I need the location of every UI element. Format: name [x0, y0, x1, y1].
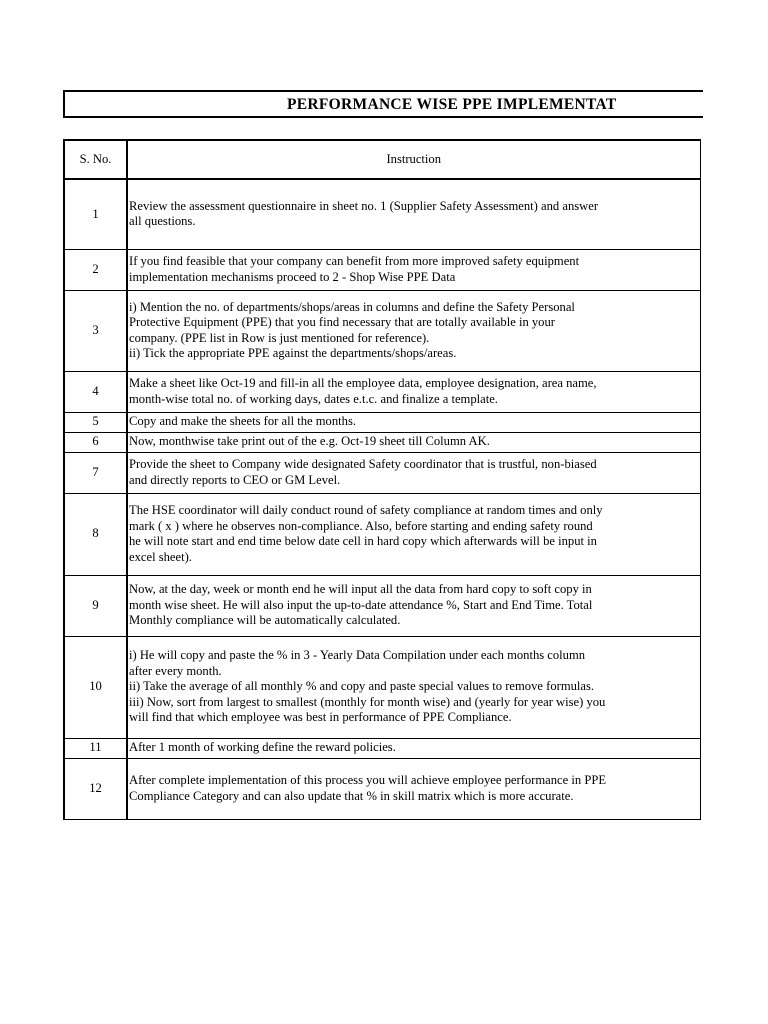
table-row: [64, 452, 700, 493]
table-row: [64, 371, 700, 412]
table-row: [64, 290, 700, 371]
row-instruction: If you find feasible that your company can benefit from more improved safety equipment implementation mechanisms proceed to 2 - Shop Wise PPE Data: [127, 249, 700, 290]
row-sno: 9: [64, 575, 127, 636]
table-row: [64, 412, 700, 432]
row-sno: 7: [64, 452, 127, 493]
header-instruction: Instruction: [127, 140, 700, 179]
row-sno: 6: [64, 432, 127, 452]
row-instruction: Make a sheet like Oct-19 and fill-in all the employee data, employee designation, area name, month-wise total no. of working days, dates e.t.c. and finalize a template.: [127, 371, 700, 412]
table-row: [64, 179, 700, 249]
row-sno: 8: [64, 493, 127, 575]
row-sno: 5: [64, 412, 127, 432]
row-sno: 4: [64, 371, 127, 412]
row-instruction: Provide the sheet to Company wide designated Safety coordinator that is trustful, non-biased and directly reports to CEO or GM Level.: [127, 452, 700, 493]
table-row: [64, 493, 700, 575]
row-sno: 11: [64, 738, 127, 758]
row-sno: 2: [64, 249, 127, 290]
table-row: [64, 249, 700, 290]
title-box: [63, 90, 703, 118]
row-instruction: i) Mention the no. of departments/shops/areas in columns and define the Safety Personal Protective Equipment (PPE) that you find necessary that are totally available in your company. (PPE list in Row is just mentioned for reference). ii) Tick the appropriate PPE against the departments/shops/areas.: [127, 290, 700, 371]
row-instruction: The HSE coordinator will daily conduct round of safety compliance at random times and only mark ( x ) where he observes non-compliance. Also, before starting and ending safety round he will note start and end time below date cell in hard copy which afterwards will be input in excel sheet).: [127, 493, 700, 575]
row-sno: 1: [64, 179, 127, 249]
instruction-table: [63, 139, 701, 820]
table-row: [64, 636, 700, 738]
row-sno: 3: [64, 290, 127, 371]
row-sno: 10: [64, 636, 127, 738]
header-sno: S. No.: [64, 140, 127, 179]
row-instruction: Copy and make the sheets for all the months.: [127, 412, 700, 432]
row-instruction: After 1 month of working define the reward policies.: [127, 738, 700, 758]
row-instruction: Review the assessment questionnaire in sheet no. 1 (Supplier Safety Assessment) and answer all questions.: [127, 179, 700, 249]
table-row: [64, 575, 700, 636]
row-instruction: After complete implementation of this process you will achieve employee performance in PPE Compliance Category and can also update that % in skill matrix which is more accurate.: [127, 758, 700, 819]
page-title: PERFORMANCE WISE PPE IMPLEMENTAT: [287, 96, 617, 113]
table-row: [64, 432, 700, 452]
table-row: [64, 758, 700, 819]
row-instruction: i) He will copy and paste the % in 3 - Yearly Data Compilation under each months column after every month. ii) Take the average of all monthly % and copy and paste special values to remove formulas. iii) Now, sort from largest to smallest (monthly for month wise) and (yearly for year wise) you will find that which employee was best in performance of PPE Compliance.: [127, 636, 700, 738]
row-instruction: Now, at the day, week or month end he will input all the data from hard copy to soft copy in month wise sheet. He will also input the up-to-date attendance %, Start and End Time. Total Monthly compliance will be automatically calculated.: [127, 575, 700, 636]
row-sno: 12: [64, 758, 127, 819]
table-header-row: [64, 140, 700, 179]
row-instruction: Now, monthwise take print out of the e.g. Oct-19 sheet till Column AK.: [127, 432, 700, 452]
table-row: [64, 738, 700, 758]
